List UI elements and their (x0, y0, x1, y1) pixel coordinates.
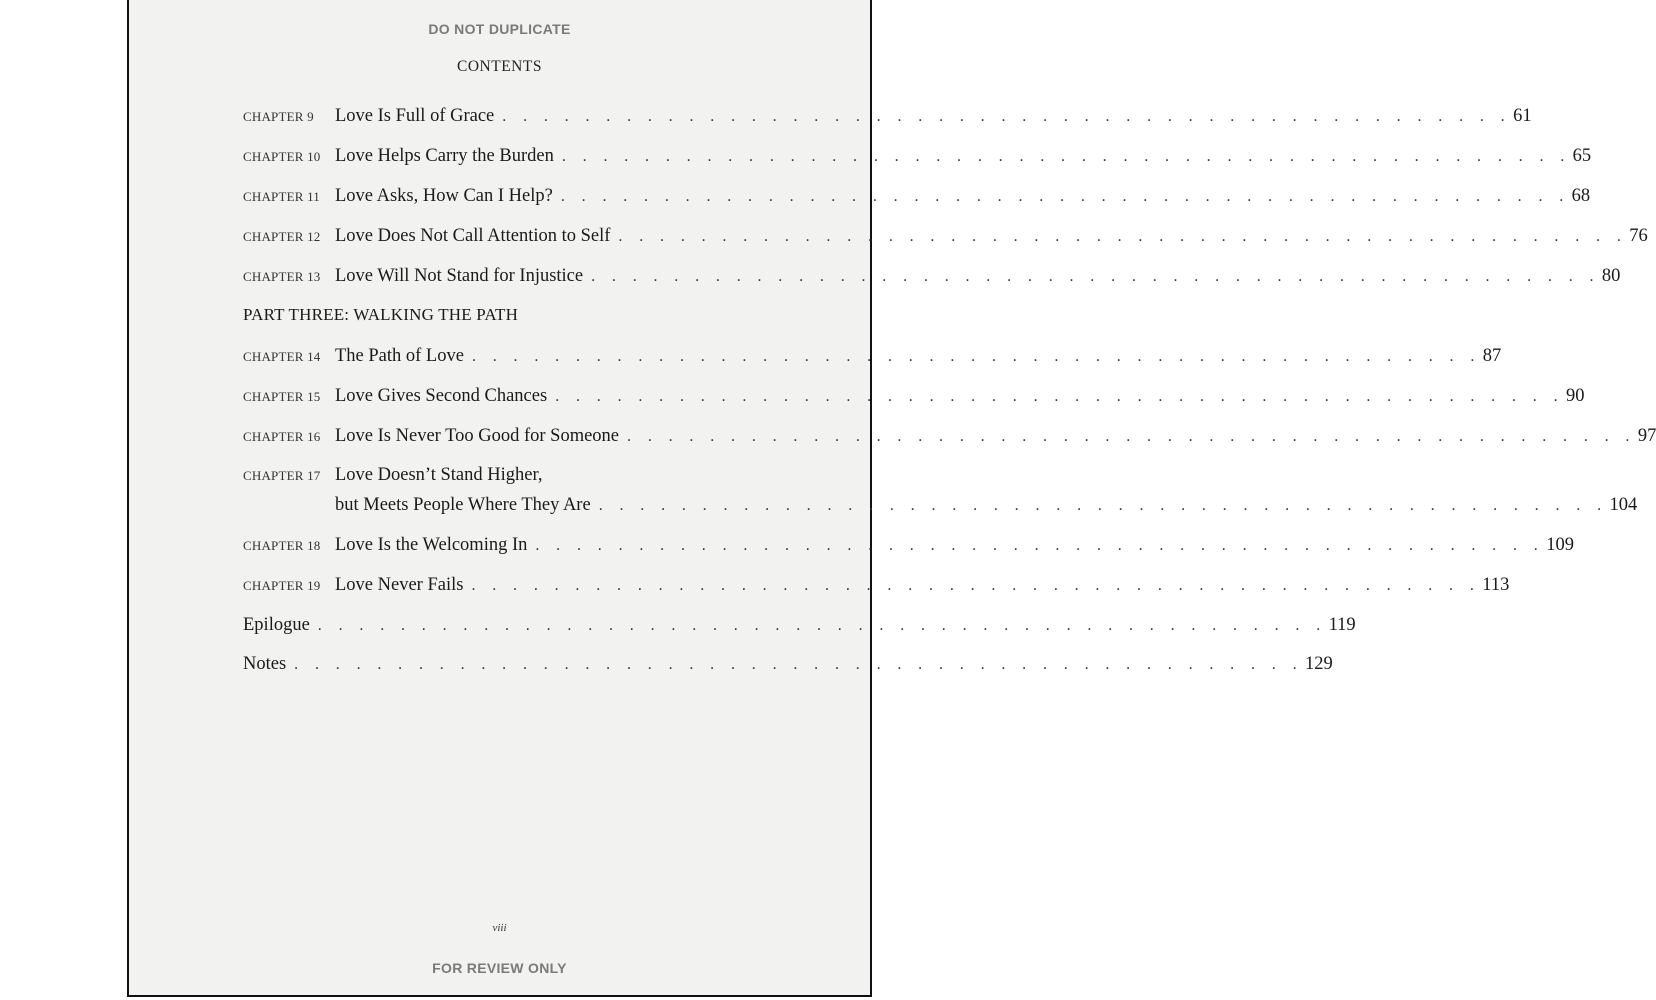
toc-entry-chapter-9 (243, 106, 1532, 134)
dot-leader: . . . . . . . . . . . . . . . . . . . . . . . . . . . . . . . . . . . . . . . . . . . . . . . . . (618, 228, 1628, 245)
page-number: 68 (1571, 186, 1591, 206)
page-title: CONTENTS (457, 58, 542, 75)
chapter-title: Love Asks, How Can I Help? (335, 186, 553, 206)
chapter-title-line-1: Love Doesn’t Stand Higher, (335, 465, 543, 485)
dot-leader: . . . . . . . . . . . . . . . . . . . . . . . . . . . . . . . . . . . . . . . . . . . . . . . . . (598, 497, 1608, 514)
page-number: 90 (1566, 386, 1585, 406)
chapter-title: Love Will Not Stand for Injustice (335, 266, 584, 286)
page-number: 80 (1601, 266, 1621, 286)
chapter-label: CHAPTER 18 (243, 538, 321, 553)
dot-leader: . . . . . . . . . . . . . . . . . . . . . . . . . . . . . . . . . . . . . . . . . . . . . . . . . (471, 348, 1481, 365)
dot-leader: . . . . . . . . . . . . . . . . . . . . . . . . . . . . . . . . . . . . . . . . . . . . . . . . . (627, 428, 1636, 445)
toc-entry-notes (243, 654, 1333, 682)
dot-leader: . . . . . . . . . . . . . . . . . . . . . . . . . . . . . . . . . . . . . . . . . . . . . . . . . (294, 656, 1303, 673)
page-number: 76 (1629, 226, 1648, 246)
dot-leader: . . . . . . . . . . . . . . . . . . . . . . . . . . . . . . . . . . . . . . . . . . . . . . . . . (471, 577, 1481, 594)
chapter-title: Love Helps Carry the Burden (335, 146, 554, 166)
page-folio: viii (492, 922, 507, 934)
dot-leader: . . . . . . . . . . . . . . . . . . . . . . . . . . . . . . . . . . . . . . . . . . . . . . . . . (555, 388, 1564, 405)
dot-leader: . . . . . . . . . . . . . . . . . . . . . . . . . . . . . . . . . . . . . . . . . . . . . . . . . (560, 188, 1570, 205)
dot-leader: . . . . . . . . . . . . . . . . . . . . . . . . . . . . . . . . . . . . . . . . . . . . . . . . . (561, 148, 1571, 165)
page-number: 104 (1609, 495, 1638, 515)
toc-entry-chapter-15 (243, 386, 1585, 414)
dot-leader: . . . . . . . . . . . . . . . . . . . . . . . . . . . . . . . . . . . . . . . . . . . . . . . . . (502, 108, 1512, 125)
entry-title: Epilogue (243, 615, 310, 635)
chapter-title: Love Is Full of Grace (335, 106, 495, 126)
page-number: 129 (1304, 654, 1333, 674)
watermark-top: DO NOT DUPLICATE (428, 21, 571, 37)
chapter-label: CHAPTER 13 (243, 269, 321, 284)
page-number: 61 (1513, 106, 1532, 126)
book-page (127, 0, 1656, 997)
part-heading: PART THREE: WALKING THE PATH (243, 305, 519, 324)
chapter-label: CHAPTER 14 (243, 349, 321, 364)
chapter-title: Love Is Never Too Good for Someone (335, 426, 620, 446)
chapter-label: CHAPTER 19 (243, 578, 321, 593)
toc-entry-chapter-12 (243, 226, 1648, 254)
chapter-title: The Path of Love (335, 346, 464, 366)
toc-entry-chapter-17-line-2 (243, 495, 1638, 523)
toc-entry-chapter-14 (243, 346, 1502, 374)
chapter-title: Love Is the Welcoming In (335, 535, 528, 555)
chapter-label: CHAPTER 12 (243, 229, 321, 244)
chapter-label: CHAPTER 17 (243, 468, 321, 483)
chapter-title-line-2: but Meets People Where They Are (335, 495, 591, 515)
chapter-label: CHAPTER 11 (243, 189, 320, 204)
toc-entry-epilogue (243, 615, 1356, 643)
page-number: 113 (1482, 575, 1510, 595)
toc-entry-chapter-17-line-1 (243, 465, 757, 486)
chapter-label: CHAPTER 9 (243, 109, 314, 124)
page-number: 65 (1572, 146, 1592, 166)
page-number: 87 (1482, 346, 1502, 366)
chapter-label: CHAPTER 10 (243, 149, 321, 164)
toc-entry-chapter-11 (243, 186, 1591, 214)
chapter-label: CHAPTER 16 (243, 429, 321, 444)
watermark-bottom: FOR REVIEW ONLY (432, 960, 567, 976)
dot-leader: . . . . . . . . . . . . . . . . . . . . . . . . . . . . . . . . . . . . . . . . . . . . . . . . . (317, 617, 1327, 634)
dot-leader: . . . . . . . . . . . . . . . . . . . . . . . . . . . . . . . . . . . . . . . . . . . . . . . . . (535, 537, 1545, 554)
chapter-title: Love Gives Second Chances (335, 386, 548, 406)
chapter-label: CHAPTER 15 (243, 389, 321, 404)
toc-entry-chapter-10 (243, 146, 1592, 174)
dot-leader: . . . . . . . . . . . . . . . . . . . . . . . . . . . . . . . . . . . . . . . . . . . . . . . . . (591, 268, 1600, 285)
page-number: 97 (1637, 426, 1656, 446)
toc-entry-chapter-19 (243, 575, 1510, 603)
toc-entry-chapter-13 (243, 266, 1621, 294)
page-number: 119 (1328, 615, 1356, 635)
entry-title: Notes (243, 654, 287, 674)
toc-entry-chapter-16 (243, 426, 1656, 454)
chapter-title: Love Does Not Call Attention to Self (335, 226, 611, 246)
toc-entry-chapter-18 (243, 535, 1574, 563)
chapter-title: Love Never Fails (335, 575, 464, 595)
page-number: 109 (1546, 535, 1574, 555)
